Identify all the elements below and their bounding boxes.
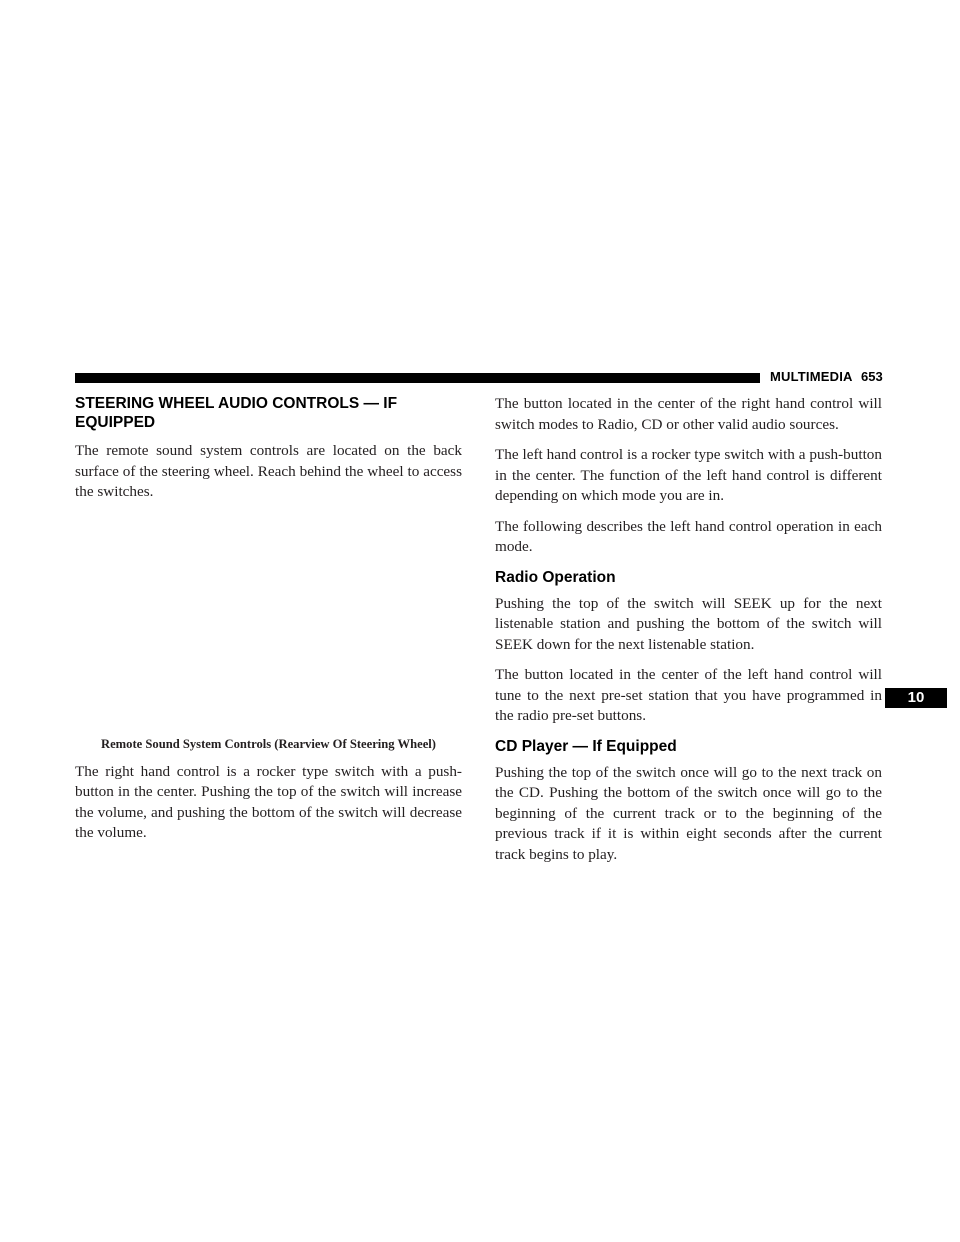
- header-page-number: 653: [861, 369, 883, 384]
- section-title: STEERING WHEEL AUDIO CONTROLS — IF EQUIPPED: [75, 395, 398, 431]
- figure-caption: Remote Sound System Controls (Rearview Of Steering Wheel): [101, 736, 436, 751]
- describes-paragraph: The following describes the left hand control operation in each mode.: [495, 517, 882, 555]
- right-column: [495, 394, 882, 875]
- left-column: [75, 394, 462, 854]
- cd-player-paragraph: Pushing the top of the switch once will go to the next track on the CD. Pushing the bottom of the switch once will go to the beginning of the current track or to the beginning of the previous track if it is within eight seconds after the current track begins to play.: [495, 763, 882, 863]
- mode-button-paragraph: The button located in the center of the right hand control will switch modes to Radio, CD or other valid audio sources.: [495, 395, 882, 433]
- header-rule: [75, 373, 760, 383]
- intro-paragraph: The remote sound system controls are located on the back surface of the steering wheel. Reach behind the wheel to access the switches.: [75, 442, 462, 500]
- radio-operation-title: Radio Operation: [495, 568, 616, 586]
- left-control-paragraph: The left hand control is a rocker type switch with a push-button in the center. The function of the left hand control is different depending on which mode you are in.: [495, 446, 882, 504]
- chapter-tab: 10: [885, 688, 947, 708]
- radio-seek-paragraph: Pushing the top of the switch will SEEK up for the next listenable station and pushing the bottom of the switch will SEEK down for the next listenable station.: [495, 594, 882, 653]
- figure-placeholder: [75, 513, 462, 736]
- header-section-name: MULTIMEDIA: [770, 369, 853, 384]
- right-control-paragraph: The right hand control is a rocker type switch with a push-button in the center. Pushing the top of the switch will increase the volume, and pushing the bottom of the switch will decrease the volume.: [75, 762, 462, 841]
- radio-preset-paragraph: The button located in the center of the left hand control will tune to the next pre-set station that you have programmed in the radio pre-set buttons.: [495, 666, 882, 724]
- cd-player-title: CD Player — If Equipped: [495, 737, 677, 755]
